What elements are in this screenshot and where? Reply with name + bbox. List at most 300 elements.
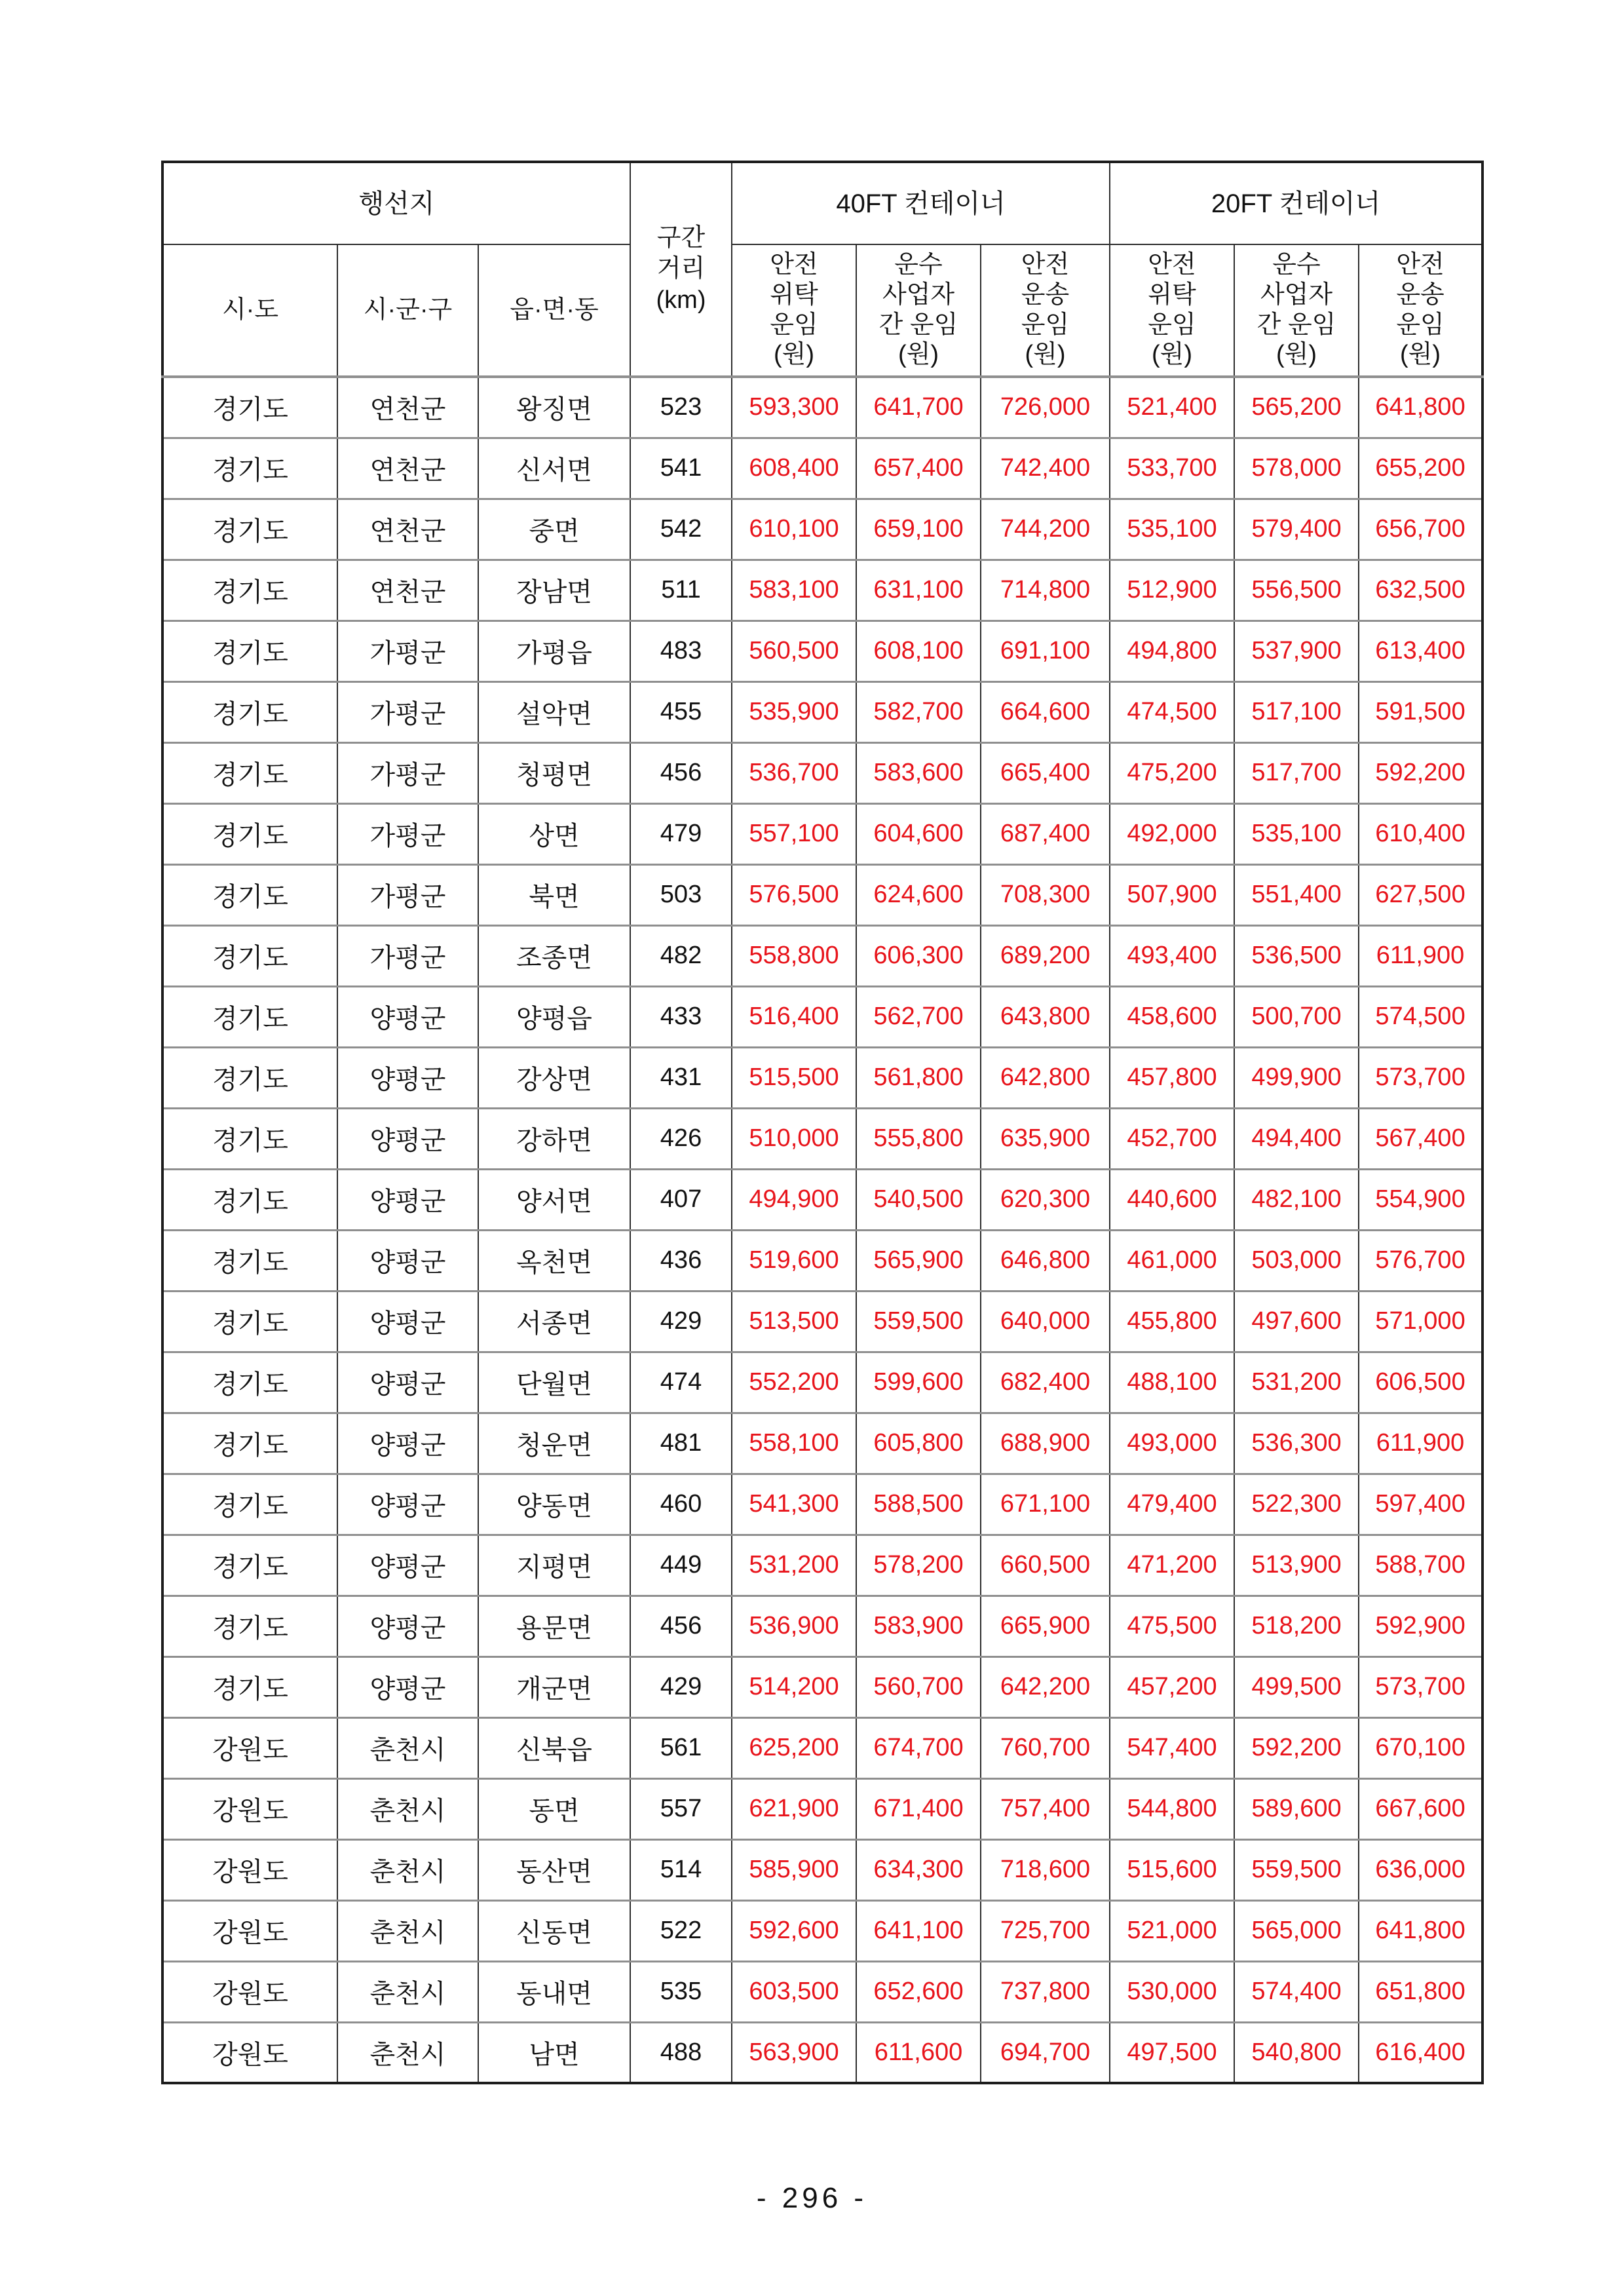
cell-sigungu: 연천군 (337, 499, 478, 560)
cell-40ft-safe-consign-fare: 536,900 (732, 1596, 856, 1656)
cell-distance-km: 557 (630, 1778, 732, 1839)
cell-20ft-inter-carrier-fare: 565,000 (1234, 1900, 1359, 1961)
cell-20ft-safe-consign-fare: 493,000 (1110, 1413, 1234, 1474)
cell-20ft-safe-consign-fare: 494,800 (1110, 621, 1234, 681)
cell-40ft-safe-transport-fare: 640,000 (981, 1291, 1110, 1352)
cell-sigungu: 양평군 (337, 986, 478, 1047)
cell-20ft-inter-carrier-fare: 513,900 (1234, 1535, 1359, 1596)
cell-sigungu: 양평군 (337, 1291, 478, 1352)
cell-eupmyeondong: 남면 (478, 2022, 630, 2083)
cell-eupmyeondong: 지평면 (478, 1535, 630, 1596)
cell-sido: 강원도 (162, 1900, 337, 1961)
table-row (162, 1474, 1482, 1535)
cell-eupmyeondong: 신북읍 (478, 1717, 630, 1778)
cell-40ft-safe-consign-fare: 583,100 (732, 560, 856, 621)
cell-40ft-safe-transport-fare: 687,400 (981, 803, 1110, 864)
cell-sido: 경기도 (162, 742, 337, 803)
cell-40ft-safe-transport-fare: 742,400 (981, 438, 1110, 499)
cell-40ft-safe-consign-fare: 592,600 (732, 1900, 856, 1961)
cell-40ft-safe-consign-fare: 603,500 (732, 1961, 856, 2022)
cell-sido: 강원도 (162, 1778, 337, 1839)
table-body (162, 377, 1482, 2083)
cell-20ft-safe-transport-fare: 627,500 (1359, 864, 1482, 925)
table-row (162, 925, 1482, 986)
cell-20ft-safe-transport-fare: 576,700 (1359, 1230, 1482, 1291)
cell-sido: 경기도 (162, 1596, 337, 1656)
cell-20ft-inter-carrier-fare: 499,500 (1234, 1656, 1359, 1717)
cell-eupmyeondong: 용문면 (478, 1596, 630, 1656)
cell-20ft-safe-transport-fare: 611,900 (1359, 1413, 1482, 1474)
cell-distance-km: 429 (630, 1656, 732, 1717)
cell-40ft-safe-transport-fare: 714,800 (981, 560, 1110, 621)
cell-40ft-safe-consign-fare: 560,500 (732, 621, 856, 681)
cell-40ft-inter-carrier-fare: 641,100 (856, 1900, 981, 1961)
cell-sigungu: 가평군 (337, 803, 478, 864)
cell-eupmyeondong: 중면 (478, 499, 630, 560)
cell-40ft-inter-carrier-fare: 652,600 (856, 1961, 981, 2022)
cell-sido: 강원도 (162, 1717, 337, 1778)
cell-20ft-safe-transport-fare: 571,000 (1359, 1291, 1482, 1352)
cell-sigungu: 양평군 (337, 1596, 478, 1656)
cell-sigungu: 양평군 (337, 1474, 478, 1535)
cell-sigungu: 양평군 (337, 1230, 478, 1291)
cell-sigungu: 연천군 (337, 377, 478, 438)
cell-40ft-safe-consign-fare: 510,000 (732, 1108, 856, 1169)
cell-40ft-safe-consign-fare: 610,100 (732, 499, 856, 560)
cell-40ft-safe-consign-fare: 557,100 (732, 803, 856, 864)
cell-20ft-safe-transport-fare: 574,500 (1359, 986, 1482, 1047)
cell-20ft-inter-carrier-fare: 578,000 (1234, 438, 1359, 499)
cell-20ft-inter-carrier-fare: 565,200 (1234, 377, 1359, 438)
cell-sido: 경기도 (162, 925, 337, 986)
header-sido: 시·도 (162, 244, 337, 377)
cell-40ft-safe-consign-fare: 494,900 (732, 1169, 856, 1230)
cell-distance-km: 514 (630, 1839, 732, 1900)
cell-sido: 강원도 (162, 1839, 337, 1900)
page-number: - 296 - (756, 2182, 868, 2214)
cell-distance-km: 431 (630, 1047, 732, 1108)
cell-eupmyeondong: 설악면 (478, 681, 630, 742)
cell-20ft-inter-carrier-fare: 536,300 (1234, 1413, 1359, 1474)
cell-40ft-inter-carrier-fare: 634,300 (856, 1839, 981, 1900)
cell-40ft-safe-consign-fare: 558,100 (732, 1413, 856, 1474)
cell-20ft-safe-consign-fare: 507,900 (1110, 864, 1234, 925)
cell-20ft-safe-consign-fare: 497,500 (1110, 2022, 1234, 2083)
cell-distance-km: 449 (630, 1535, 732, 1596)
cell-sigungu: 춘천시 (337, 1839, 478, 1900)
cell-20ft-inter-carrier-fare: 556,500 (1234, 560, 1359, 621)
cell-20ft-safe-transport-fare: 592,900 (1359, 1596, 1482, 1656)
cell-20ft-safe-transport-fare: 554,900 (1359, 1169, 1482, 1230)
cell-sido: 경기도 (162, 986, 337, 1047)
cell-40ft-safe-consign-fare: 531,200 (732, 1535, 856, 1596)
cell-20ft-safe-transport-fare: 567,400 (1359, 1108, 1482, 1169)
table-row (162, 621, 1482, 681)
cell-20ft-safe-consign-fare: 440,600 (1110, 1169, 1234, 1230)
cell-20ft-inter-carrier-fare: 531,200 (1234, 1352, 1359, 1413)
cell-40ft-safe-consign-fare: 515,500 (732, 1047, 856, 1108)
cell-sigungu: 춘천시 (337, 1900, 478, 1961)
cell-40ft-inter-carrier-fare: 560,700 (856, 1656, 981, 1717)
table-row (162, 1839, 1482, 1900)
cell-eupmyeondong: 신동면 (478, 1900, 630, 1961)
cell-eupmyeondong: 동면 (478, 1778, 630, 1839)
table-header (162, 162, 1482, 377)
cell-sigungu: 가평군 (337, 864, 478, 925)
cell-40ft-inter-carrier-fare: 624,600 (856, 864, 981, 925)
cell-40ft-inter-carrier-fare: 583,600 (856, 742, 981, 803)
cell-20ft-safe-transport-fare: 588,700 (1359, 1535, 1482, 1596)
cell-20ft-safe-transport-fare: 606,500 (1359, 1352, 1482, 1413)
cell-sido: 경기도 (162, 499, 337, 560)
cell-sigungu: 춘천시 (337, 2022, 478, 2083)
cell-eupmyeondong: 강하면 (478, 1108, 630, 1169)
cell-sigungu: 양평군 (337, 1656, 478, 1717)
header-sigungu: 시·군·구 (337, 244, 478, 377)
cell-40ft-safe-transport-fare: 643,800 (981, 986, 1110, 1047)
cell-sigungu: 양평군 (337, 1535, 478, 1596)
cell-20ft-inter-carrier-fare: 540,800 (1234, 2022, 1359, 2083)
cell-sido: 경기도 (162, 1535, 337, 1596)
cell-40ft-inter-carrier-fare: 674,700 (856, 1717, 981, 1778)
cell-eupmyeondong: 장남면 (478, 560, 630, 621)
header-distance-km: 구간 거리 (km) (630, 162, 732, 377)
cell-20ft-safe-transport-fare: 636,000 (1359, 1839, 1482, 1900)
cell-40ft-safe-transport-fare: 689,200 (981, 925, 1110, 986)
container-fare-table (161, 161, 1484, 2084)
cell-20ft-safe-consign-fare: 521,400 (1110, 377, 1234, 438)
header-20ft-container-group: 20FT 컨테이너 (1110, 162, 1482, 244)
table-row (162, 1717, 1482, 1778)
cell-eupmyeondong: 동내면 (478, 1961, 630, 2022)
cell-eupmyeondong: 개군면 (478, 1656, 630, 1717)
cell-40ft-safe-transport-fare: 665,900 (981, 1596, 1110, 1656)
cell-40ft-safe-consign-fare: 563,900 (732, 2022, 856, 2083)
cell-sigungu: 양평군 (337, 1108, 478, 1169)
cell-distance-km: 488 (630, 2022, 732, 2083)
cell-distance-km: 479 (630, 803, 732, 864)
cell-40ft-safe-consign-fare: 593,300 (732, 377, 856, 438)
cell-20ft-inter-carrier-fare: 579,400 (1234, 499, 1359, 560)
header-40ft-safe-transport-fare: 안전 운송 운임 (원) (981, 244, 1110, 377)
cell-eupmyeondong: 서종면 (478, 1291, 630, 1352)
table-row (162, 742, 1482, 803)
table-row (162, 1656, 1482, 1717)
cell-sido: 경기도 (162, 864, 337, 925)
header-20ft-inter-carrier-fare: 운수 사업자 간 운임 (원) (1234, 244, 1359, 377)
cell-20ft-safe-transport-fare: 613,400 (1359, 621, 1482, 681)
cell-20ft-safe-consign-fare: 452,700 (1110, 1108, 1234, 1169)
cell-distance-km: 456 (630, 742, 732, 803)
cell-40ft-inter-carrier-fare: 559,500 (856, 1291, 981, 1352)
header-40ft-safe-consign-fare: 안전 위탁 운임 (원) (732, 244, 856, 377)
cell-20ft-safe-consign-fare: 457,200 (1110, 1656, 1234, 1717)
table-row (162, 1047, 1482, 1108)
cell-distance-km: 535 (630, 1961, 732, 2022)
cell-20ft-safe-consign-fare: 492,000 (1110, 803, 1234, 864)
cell-sido: 경기도 (162, 681, 337, 742)
cell-20ft-inter-carrier-fare: 592,200 (1234, 1717, 1359, 1778)
cell-sigungu: 양평군 (337, 1047, 478, 1108)
cell-eupmyeondong: 조종면 (478, 925, 630, 986)
cell-20ft-safe-transport-fare: 656,700 (1359, 499, 1482, 560)
cell-40ft-safe-transport-fare: 691,100 (981, 621, 1110, 681)
cell-eupmyeondong: 동산면 (478, 1839, 630, 1900)
cell-20ft-safe-transport-fare: 641,800 (1359, 377, 1482, 438)
cell-20ft-inter-carrier-fare: 536,500 (1234, 925, 1359, 986)
table-row (162, 1535, 1482, 1596)
cell-sido: 경기도 (162, 1169, 337, 1230)
cell-40ft-inter-carrier-fare: 578,200 (856, 1535, 981, 1596)
cell-20ft-safe-consign-fare: 547,400 (1110, 1717, 1234, 1778)
cell-20ft-safe-transport-fare: 655,200 (1359, 438, 1482, 499)
cell-40ft-safe-transport-fare: 682,400 (981, 1352, 1110, 1413)
table-row (162, 681, 1482, 742)
cell-sigungu: 양평군 (337, 1169, 478, 1230)
cell-40ft-safe-transport-fare: 737,800 (981, 1961, 1110, 2022)
cell-eupmyeondong: 신서면 (478, 438, 630, 499)
cell-eupmyeondong: 가평읍 (478, 621, 630, 681)
table-row (162, 1413, 1482, 1474)
cell-40ft-safe-transport-fare: 744,200 (981, 499, 1110, 560)
cell-20ft-inter-carrier-fare: 559,500 (1234, 1839, 1359, 1900)
cell-eupmyeondong: 단월면 (478, 1352, 630, 1413)
cell-40ft-safe-transport-fare: 664,600 (981, 681, 1110, 742)
cell-sido: 경기도 (162, 1291, 337, 1352)
cell-40ft-safe-transport-fare: 642,200 (981, 1656, 1110, 1717)
cell-distance-km: 456 (630, 1596, 732, 1656)
cell-20ft-safe-consign-fare: 461,000 (1110, 1230, 1234, 1291)
cell-20ft-safe-consign-fare: 488,100 (1110, 1352, 1234, 1413)
cell-sido: 경기도 (162, 1108, 337, 1169)
cell-20ft-safe-consign-fare: 533,700 (1110, 438, 1234, 499)
cell-20ft-inter-carrier-fare: 500,700 (1234, 986, 1359, 1047)
cell-20ft-inter-carrier-fare: 517,100 (1234, 681, 1359, 742)
cell-40ft-safe-transport-fare: 688,900 (981, 1413, 1110, 1474)
cell-40ft-inter-carrier-fare: 641,700 (856, 377, 981, 438)
table-row (162, 1230, 1482, 1291)
cell-20ft-safe-transport-fare: 632,500 (1359, 560, 1482, 621)
cell-sigungu: 가평군 (337, 925, 478, 986)
cell-40ft-safe-transport-fare: 757,400 (981, 1778, 1110, 1839)
cell-distance-km: 542 (630, 499, 732, 560)
cell-20ft-inter-carrier-fare: 537,900 (1234, 621, 1359, 681)
cell-sido: 경기도 (162, 377, 337, 438)
cell-eupmyeondong: 북면 (478, 864, 630, 925)
cell-eupmyeondong: 강상면 (478, 1047, 630, 1108)
cell-40ft-inter-carrier-fare: 555,800 (856, 1108, 981, 1169)
cell-sigungu: 연천군 (337, 438, 478, 499)
cell-20ft-safe-transport-fare: 573,700 (1359, 1047, 1482, 1108)
cell-distance-km: 522 (630, 1900, 732, 1961)
cell-eupmyeondong: 양서면 (478, 1169, 630, 1230)
cell-20ft-safe-transport-fare: 641,800 (1359, 1900, 1482, 1961)
cell-20ft-safe-consign-fare: 457,800 (1110, 1047, 1234, 1108)
cell-20ft-safe-consign-fare: 455,800 (1110, 1291, 1234, 1352)
cell-sido: 경기도 (162, 1474, 337, 1535)
cell-20ft-safe-transport-fare: 610,400 (1359, 803, 1482, 864)
cell-eupmyeondong: 옥천면 (478, 1230, 630, 1291)
cell-eupmyeondong: 청운면 (478, 1413, 630, 1474)
cell-distance-km: 460 (630, 1474, 732, 1535)
cell-20ft-inter-carrier-fare: 499,900 (1234, 1047, 1359, 1108)
cell-distance-km: 407 (630, 1169, 732, 1230)
cell-sido: 경기도 (162, 1656, 337, 1717)
cell-20ft-inter-carrier-fare: 589,600 (1234, 1778, 1359, 1839)
cell-sido: 경기도 (162, 560, 337, 621)
cell-40ft-safe-consign-fare: 516,400 (732, 986, 856, 1047)
cell-20ft-safe-consign-fare: 493,400 (1110, 925, 1234, 986)
cell-40ft-safe-transport-fare: 660,500 (981, 1535, 1110, 1596)
cell-20ft-inter-carrier-fare: 518,200 (1234, 1596, 1359, 1656)
table-row (162, 438, 1482, 499)
cell-40ft-inter-carrier-fare: 565,900 (856, 1230, 981, 1291)
cell-40ft-safe-transport-fare: 726,000 (981, 377, 1110, 438)
cell-sido: 강원도 (162, 2022, 337, 2083)
cell-distance-km: 523 (630, 377, 732, 438)
cell-distance-km: 503 (630, 864, 732, 925)
cell-sigungu: 양평군 (337, 1413, 478, 1474)
cell-40ft-safe-transport-fare: 635,900 (981, 1108, 1110, 1169)
cell-40ft-safe-consign-fare: 519,600 (732, 1230, 856, 1291)
cell-20ft-safe-consign-fare: 530,000 (1110, 1961, 1234, 2022)
table-row (162, 377, 1482, 438)
cell-20ft-inter-carrier-fare: 551,400 (1234, 864, 1359, 925)
cell-40ft-safe-consign-fare: 536,700 (732, 742, 856, 803)
cell-distance-km: 429 (630, 1291, 732, 1352)
cell-20ft-inter-carrier-fare: 522,300 (1234, 1474, 1359, 1535)
cell-40ft-safe-transport-fare: 725,700 (981, 1900, 1110, 1961)
cell-40ft-inter-carrier-fare: 599,600 (856, 1352, 981, 1413)
cell-distance-km: 455 (630, 681, 732, 742)
cell-sigungu: 가평군 (337, 621, 478, 681)
cell-20ft-safe-consign-fare: 521,000 (1110, 1900, 1234, 1961)
table-row (162, 1596, 1482, 1656)
cell-40ft-safe-consign-fare: 552,200 (732, 1352, 856, 1413)
cell-40ft-safe-transport-fare: 646,800 (981, 1230, 1110, 1291)
cell-20ft-inter-carrier-fare: 497,600 (1234, 1291, 1359, 1352)
table-row (162, 1778, 1482, 1839)
table-row (162, 1108, 1482, 1169)
cell-distance-km: 433 (630, 986, 732, 1047)
cell-40ft-inter-carrier-fare: 606,300 (856, 925, 981, 986)
cell-20ft-safe-transport-fare: 651,800 (1359, 1961, 1482, 2022)
cell-sigungu: 춘천시 (337, 1717, 478, 1778)
cell-distance-km: 483 (630, 621, 732, 681)
cell-20ft-safe-consign-fare: 512,900 (1110, 560, 1234, 621)
cell-20ft-safe-transport-fare: 667,600 (1359, 1778, 1482, 1839)
cell-sigungu: 양평군 (337, 1352, 478, 1413)
table-row (162, 1900, 1482, 1961)
cell-distance-km: 541 (630, 438, 732, 499)
cell-20ft-safe-consign-fare: 475,500 (1110, 1596, 1234, 1656)
header-20ft-safe-consign-fare: 안전 위탁 운임 (원) (1110, 244, 1234, 377)
cell-20ft-safe-transport-fare: 670,100 (1359, 1717, 1482, 1778)
cell-40ft-inter-carrier-fare: 659,100 (856, 499, 981, 560)
cell-20ft-safe-consign-fare: 471,200 (1110, 1535, 1234, 1596)
table-row (162, 864, 1482, 925)
cell-40ft-inter-carrier-fare: 657,400 (856, 438, 981, 499)
table-row (162, 986, 1482, 1047)
header-40ft-inter-carrier-fare: 운수 사업자 간 운임 (원) (856, 244, 981, 377)
cell-20ft-safe-consign-fare: 474,500 (1110, 681, 1234, 742)
cell-40ft-safe-consign-fare: 558,800 (732, 925, 856, 986)
header-destination-group: 행선지 (162, 162, 630, 244)
cell-40ft-safe-transport-fare: 642,800 (981, 1047, 1110, 1108)
cell-40ft-safe-transport-fare: 665,400 (981, 742, 1110, 803)
table-row (162, 1961, 1482, 2022)
header-40ft-container-group: 40FT 컨테이너 (732, 162, 1110, 244)
cell-20ft-safe-transport-fare: 611,900 (1359, 925, 1482, 986)
table-row (162, 1352, 1482, 1413)
table-row (162, 803, 1482, 864)
cell-sigungu: 춘천시 (337, 1778, 478, 1839)
cell-40ft-inter-carrier-fare: 608,100 (856, 621, 981, 681)
cell-40ft-safe-consign-fare: 608,400 (732, 438, 856, 499)
cell-sigungu: 춘천시 (337, 1961, 478, 2022)
cell-sido: 경기도 (162, 1352, 337, 1413)
cell-20ft-safe-consign-fare: 544,800 (1110, 1778, 1234, 1839)
cell-distance-km: 481 (630, 1413, 732, 1474)
cell-20ft-safe-transport-fare: 592,200 (1359, 742, 1482, 803)
cell-eupmyeondong: 상면 (478, 803, 630, 864)
cell-40ft-inter-carrier-fare: 611,600 (856, 2022, 981, 2083)
header-eupmyeondong: 읍·면·동 (478, 244, 630, 377)
cell-40ft-safe-transport-fare: 708,300 (981, 864, 1110, 925)
cell-20ft-inter-carrier-fare: 574,400 (1234, 1961, 1359, 2022)
cell-sido: 경기도 (162, 1413, 337, 1474)
cell-20ft-safe-consign-fare: 475,200 (1110, 742, 1234, 803)
cell-40ft-safe-transport-fare: 671,100 (981, 1474, 1110, 1535)
cell-40ft-inter-carrier-fare: 604,600 (856, 803, 981, 864)
cell-40ft-safe-transport-fare: 760,700 (981, 1717, 1110, 1778)
table-row (162, 560, 1482, 621)
cell-40ft-inter-carrier-fare: 671,400 (856, 1778, 981, 1839)
cell-40ft-safe-consign-fare: 514,200 (732, 1656, 856, 1717)
cell-40ft-safe-consign-fare: 541,300 (732, 1474, 856, 1535)
cell-40ft-inter-carrier-fare: 540,500 (856, 1169, 981, 1230)
cell-sido: 경기도 (162, 438, 337, 499)
cell-40ft-safe-consign-fare: 535,900 (732, 681, 856, 742)
cell-40ft-inter-carrier-fare: 561,800 (856, 1047, 981, 1108)
cell-20ft-safe-consign-fare: 479,400 (1110, 1474, 1234, 1535)
cell-sigungu: 가평군 (337, 681, 478, 742)
cell-sido: 경기도 (162, 803, 337, 864)
cell-20ft-inter-carrier-fare: 503,000 (1234, 1230, 1359, 1291)
cell-40ft-safe-transport-fare: 694,700 (981, 2022, 1110, 2083)
cell-40ft-safe-consign-fare: 513,500 (732, 1291, 856, 1352)
table-row (162, 2022, 1482, 2083)
table-row (162, 499, 1482, 560)
cell-sido: 강원도 (162, 1961, 337, 2022)
cell-40ft-inter-carrier-fare: 588,500 (856, 1474, 981, 1535)
cell-eupmyeondong: 양동면 (478, 1474, 630, 1535)
cell-distance-km: 426 (630, 1108, 732, 1169)
cell-40ft-inter-carrier-fare: 583,900 (856, 1596, 981, 1656)
cell-20ft-inter-carrier-fare: 535,100 (1234, 803, 1359, 864)
cell-20ft-safe-consign-fare: 515,600 (1110, 1839, 1234, 1900)
cell-40ft-safe-consign-fare: 625,200 (732, 1717, 856, 1778)
cell-sigungu: 가평군 (337, 742, 478, 803)
cell-40ft-safe-consign-fare: 585,900 (732, 1839, 856, 1900)
cell-40ft-inter-carrier-fare: 605,800 (856, 1413, 981, 1474)
cell-20ft-safe-transport-fare: 616,400 (1359, 2022, 1482, 2083)
cell-sigungu: 연천군 (337, 560, 478, 621)
cell-distance-km: 482 (630, 925, 732, 986)
header-20ft-safe-transport-fare: 안전 운송 운임 (원) (1359, 244, 1482, 377)
cell-eupmyeondong: 청평면 (478, 742, 630, 803)
cell-sido: 경기도 (162, 1047, 337, 1108)
